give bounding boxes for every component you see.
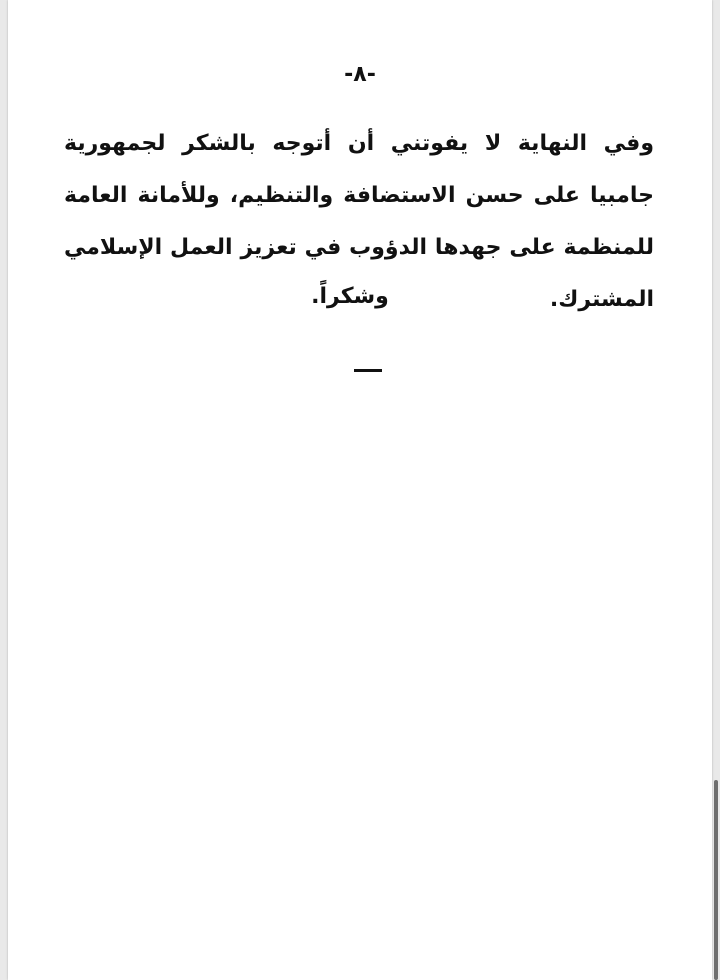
closing-paragraph: وفي النهاية لا يفوتني أن أتوجه بالشكر لجمهورية جامبيا على حسن الاستضافة والتنظيم، وللأمانة العامة للمنظمة على جهدها الدؤوب في تعزيز العمل الإسلامي المشترك. bbox=[64, 131, 654, 312]
scrollbar[interactable] bbox=[712, 0, 720, 980]
document-page bbox=[8, 0, 712, 980]
end-rule bbox=[354, 369, 382, 372]
thanks-text: وشكراً. bbox=[311, 284, 389, 309]
page-number: -٨- bbox=[344, 62, 376, 87]
scrollbar-thumb[interactable] bbox=[714, 780, 718, 980]
